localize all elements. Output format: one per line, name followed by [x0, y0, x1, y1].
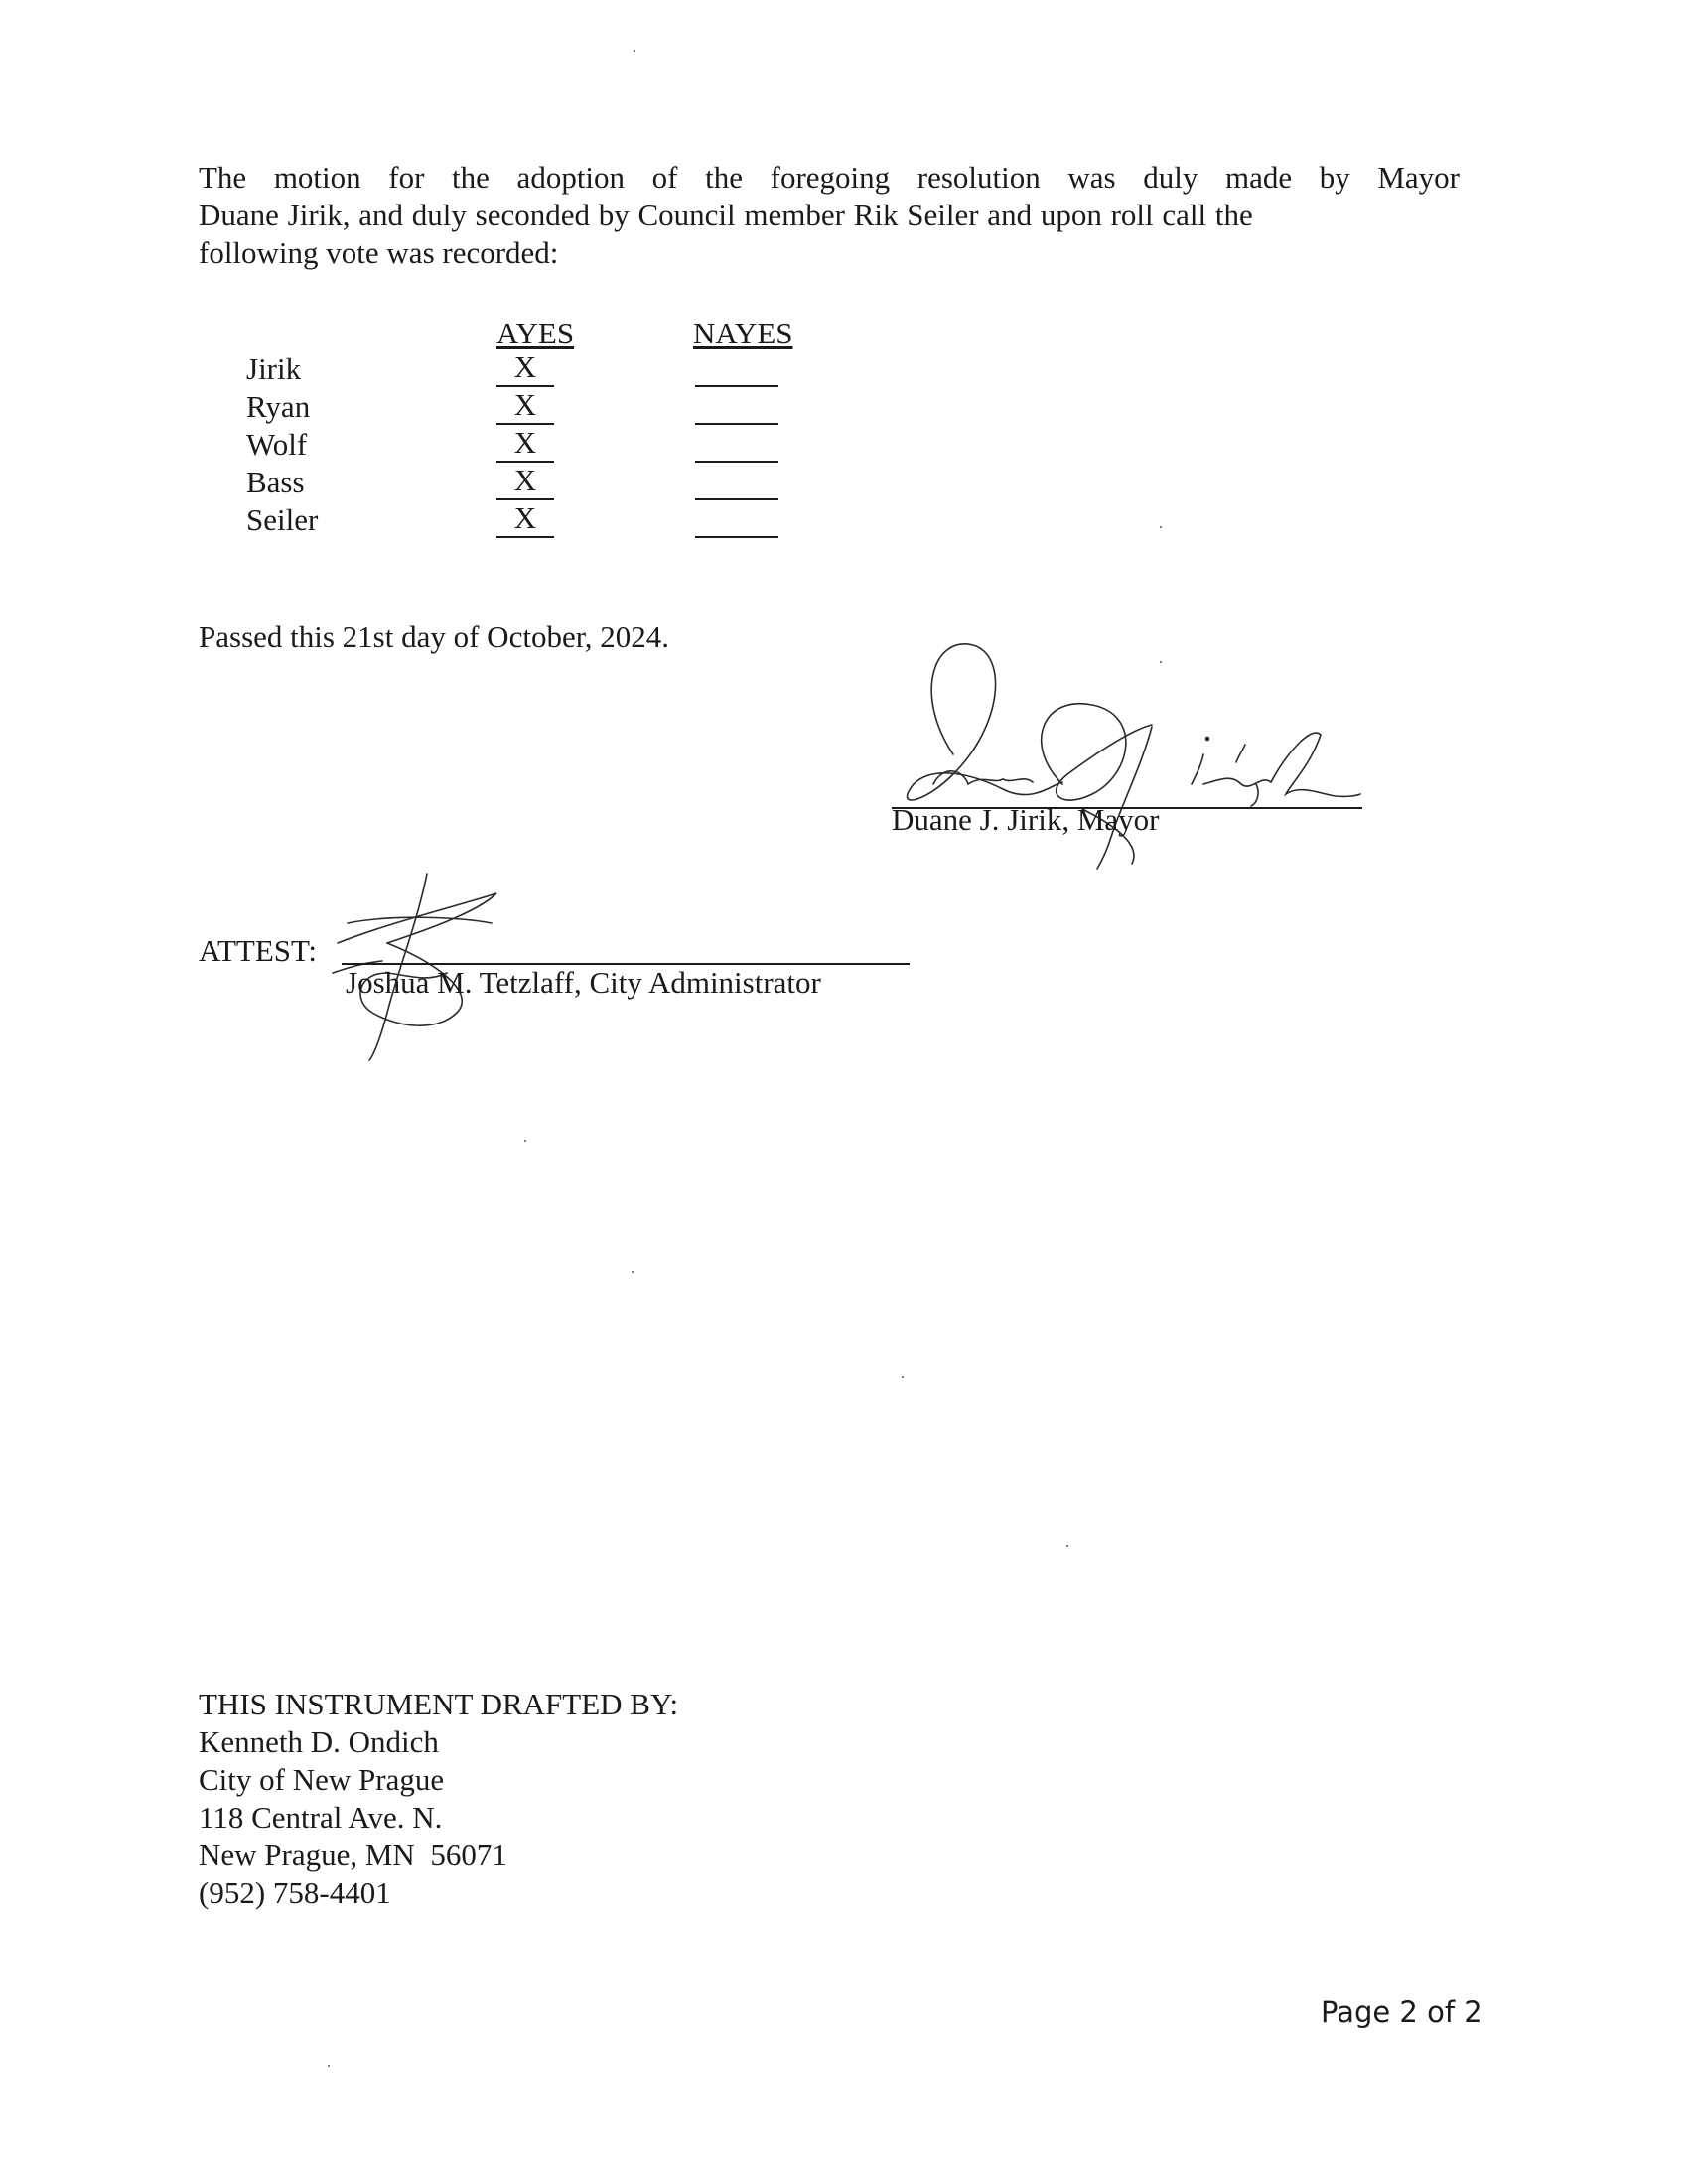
- passed-date-line: Passed this 21st day of October, 2024.: [199, 619, 670, 654]
- ayes-header: AYES: [496, 316, 575, 350]
- nayes-header: NAYES: [693, 316, 793, 350]
- mayor-name: Duane J. Jirik, Mayor: [892, 802, 1160, 837]
- scan-speck: [902, 1376, 904, 1378]
- drafted-by-block: [199, 1686, 678, 1912]
- aye-mark: X: [496, 502, 554, 538]
- vote-row: [246, 502, 842, 540]
- drafter-city-state-zip: New Prague, MN 56071: [199, 1838, 507, 1872]
- scan-speck: [634, 50, 635, 52]
- scan-speck: [1160, 526, 1162, 528]
- vote-row: [246, 427, 842, 465]
- page-number: Page 2 of 2: [1321, 1995, 1482, 2029]
- council-member-name: Jirik: [246, 351, 302, 386]
- administrator-name: Joshua M. Tetzlaff, City Administrator: [346, 965, 821, 1000]
- aye-mark: X: [496, 427, 554, 463]
- mayor-signature: [894, 635, 1370, 874]
- scan-speck: [328, 2065, 330, 2067]
- council-member-name: Bass: [246, 465, 305, 499]
- paragraph-line: following vote was recorded:: [199, 235, 559, 270]
- nay-blank: [695, 389, 778, 425]
- scan-speck: [1160, 661, 1162, 663]
- paragraph-line: Duane Jirik, and duly seconded by Council member Rik Seiler and upon roll call the: [199, 198, 1253, 232]
- drafter-street: 118 Central Ave. N.: [199, 1800, 443, 1835]
- nay-blank: [695, 351, 778, 387]
- scan-speck: [1066, 1545, 1068, 1547]
- council-member-name: Wolf: [246, 427, 308, 462]
- drafter-organization: City of New Prague: [199, 1762, 445, 1797]
- nay-blank: [695, 427, 778, 463]
- nay-blank: [695, 465, 778, 500]
- paragraph-line: The motion for the adoption of the foregoing resolution was duly made by Mayor: [199, 160, 1460, 195]
- council-member-name: Seiler: [246, 502, 319, 537]
- attest-label: ATTEST:: [199, 933, 318, 968]
- aye-mark: X: [496, 465, 554, 500]
- scan-speck: [524, 1140, 526, 1142]
- council-member-name: Ryan: [246, 389, 311, 424]
- drafter-name: Kenneth D. Ondich: [199, 1724, 439, 1759]
- aye-mark: X: [496, 351, 554, 387]
- drafted-by-heading: THIS INSTRUMENT DRAFTED BY:: [199, 1687, 679, 1721]
- vote-row: [246, 465, 842, 502]
- resolution-paragraph: [199, 159, 1460, 272]
- drafter-phone: (952) 758-4401: [199, 1875, 391, 1910]
- nay-blank: [695, 502, 778, 538]
- vote-row: [246, 389, 842, 427]
- aye-mark: X: [496, 389, 554, 425]
- scan-speck: [632, 1271, 634, 1273]
- vote-row: [246, 351, 842, 389]
